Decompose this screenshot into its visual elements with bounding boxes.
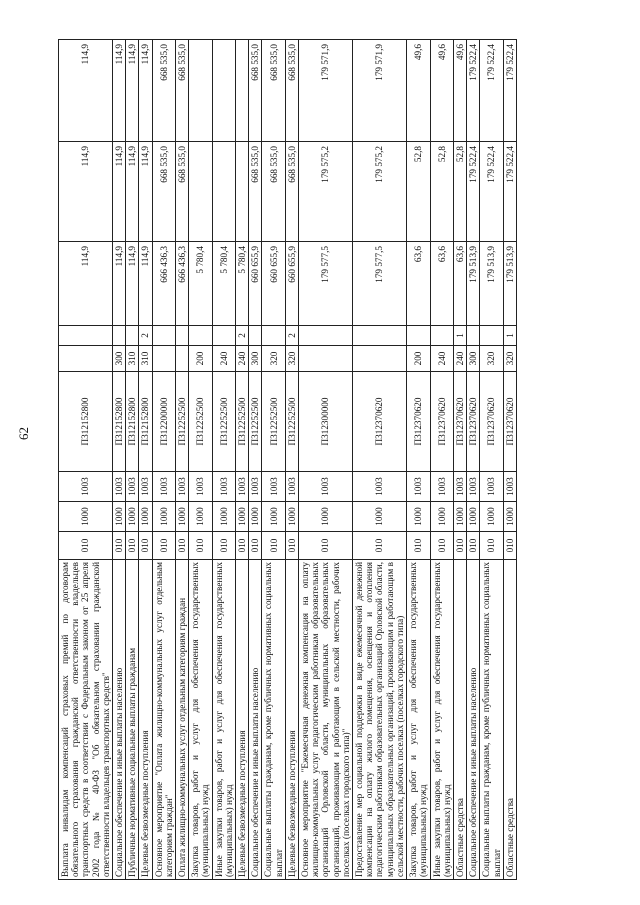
expense-type-code xyxy=(176,346,189,372)
target-article-code: П312152800 xyxy=(139,372,152,472)
target-article-code: П312152800 xyxy=(59,372,113,472)
subsection-code: 1003 xyxy=(467,472,480,502)
subsection-code: 1003 xyxy=(113,472,126,502)
amount-year-1: 5 780,4 xyxy=(212,242,235,326)
section-code: 1000 xyxy=(353,502,407,532)
funding-source-code xyxy=(152,326,175,346)
row-description: Социальное обеспечение и иные выплаты населению xyxy=(467,560,480,880)
budget-table-body xyxy=(59,40,517,880)
row-description: Закупка товаров, работ и услуг для обеспечения государственных (муниципальных) нужд xyxy=(189,560,212,880)
amount-year-3: 179 522,4 xyxy=(467,40,480,142)
target-article-code: П312252500 xyxy=(189,372,212,472)
funding-source-code: 2 xyxy=(139,326,152,346)
amount-year-2: 668 535,0 xyxy=(285,142,298,242)
section-code: 1000 xyxy=(189,502,212,532)
amount-year-3: 114,9 xyxy=(126,40,139,142)
funding-source-code xyxy=(262,326,285,346)
admin-code: 010 xyxy=(430,532,453,560)
amount-year-1: 179 577,5 xyxy=(299,242,353,326)
row-description: Социальное обеспечение и иные выплаты населению xyxy=(249,560,262,880)
funding-source-code xyxy=(353,326,407,346)
target-article-code: П312252500 xyxy=(262,372,285,472)
amount-year-1: 179 513,9 xyxy=(480,242,503,326)
amount-year-3: 49,6 xyxy=(407,40,430,142)
funding-source-code: 1 xyxy=(453,326,466,346)
amount-year-3: 179 522,4 xyxy=(503,40,516,142)
expense-type-code xyxy=(152,346,175,372)
section-code: 1000 xyxy=(299,502,353,532)
subsection-code: 1003 xyxy=(480,472,503,502)
table-row xyxy=(126,40,139,880)
section-code: 1000 xyxy=(453,502,466,532)
subsection-code: 1003 xyxy=(59,472,113,502)
row-description: Предоставление мер социальной поддержки в виде ежемесячной денежной компенсации на оплату жилого помещения, освещения и отопления педагогическим работникам образовательных организаций Орловской области, муниципальных образовательных организаций, проживающим и работающим в сельской местности, рабочих поселках (поселках городского типа) xyxy=(353,560,407,880)
expense-type-code: 320 xyxy=(285,346,298,372)
amount-year-1: 63,6 xyxy=(430,242,453,326)
funding-source-code xyxy=(480,326,503,346)
expense-type-code xyxy=(59,346,113,372)
expense-type-code: 320 xyxy=(262,346,285,372)
expense-type-code: 240 xyxy=(453,346,466,372)
target-article-code: П312370620 xyxy=(353,372,407,472)
target-article-code: П312300000 xyxy=(299,372,353,472)
amount-year-2: 114,9 xyxy=(113,142,126,242)
page-number: 62 xyxy=(16,427,31,440)
funding-source-code xyxy=(59,326,113,346)
target-article-code: П312152800 xyxy=(126,372,139,472)
table-row xyxy=(353,40,407,880)
section-code: 1000 xyxy=(467,502,480,532)
amount-year-2: 668 535,0 xyxy=(249,142,262,242)
table-row xyxy=(430,40,453,880)
amount-year-1: 63,6 xyxy=(453,242,466,326)
expense-type-code: 200 xyxy=(407,346,430,372)
target-article-code: П312200000 xyxy=(152,372,175,472)
row-description: Основное мероприятие "Оплата жилищно-коммунальных услуг отдельным категориям граждан" xyxy=(152,560,175,880)
admin-code: 010 xyxy=(176,532,189,560)
expense-type-code: 310 xyxy=(139,346,152,372)
section-code: 1000 xyxy=(139,502,152,532)
table-row xyxy=(299,40,353,880)
amount-year-3: 49,6 xyxy=(430,40,453,142)
subsection-code: 1003 xyxy=(430,472,453,502)
amount-year-3: 179 571,9 xyxy=(299,40,353,142)
admin-code: 010 xyxy=(353,532,407,560)
expense-type-code xyxy=(299,346,353,372)
amount-year-1: 660 655,9 xyxy=(249,242,262,326)
table-row xyxy=(467,40,480,880)
section-code: 1000 xyxy=(212,502,235,532)
table-row xyxy=(152,40,175,880)
amount-year-3: 668 535,0 xyxy=(152,40,175,142)
amount-year-2 xyxy=(189,142,212,242)
target-article-code: П312252500 xyxy=(285,372,298,472)
expense-type-code: 240 xyxy=(236,346,249,372)
amount-year-1: 5 780,4 xyxy=(189,242,212,326)
admin-code: 010 xyxy=(236,532,249,560)
amount-year-1: 666 436,3 xyxy=(176,242,189,326)
funding-source-code xyxy=(249,326,262,346)
amount-year-1: 114,9 xyxy=(139,242,152,326)
subsection-code: 1003 xyxy=(126,472,139,502)
amount-year-1: 660 655,9 xyxy=(285,242,298,326)
expense-type-code: 320 xyxy=(480,346,503,372)
subsection-code: 1003 xyxy=(299,472,353,502)
subsection-code: 1003 xyxy=(236,472,249,502)
amount-year-3: 668 535,0 xyxy=(285,40,298,142)
expense-type-code: 300 xyxy=(467,346,480,372)
funding-source-code xyxy=(113,326,126,346)
amount-year-1: 114,9 xyxy=(126,242,139,326)
row-description: Областные средства xyxy=(503,560,516,880)
row-description: Основное мероприятие "Ежемесячная денежная компенсация на оплату жилищно-коммунальных услуг педагогическим работникам образовательных организаций Орловской области, муниципальных образовательных организаций, проживающим и работающим в сельской местности, рабочих поселках (поселках городского типа)" xyxy=(299,560,353,880)
section-code: 1000 xyxy=(285,502,298,532)
admin-code: 010 xyxy=(299,532,353,560)
target-article-code: П312370620 xyxy=(467,372,480,472)
amount-year-2: 179 522,4 xyxy=(467,142,480,242)
subsection-code: 1003 xyxy=(503,472,516,502)
row-description: Выплата инвалидам компенсаций страховых премий по договорам обязательного страхования гражданской ответственности владельцев транспортных средств в соответствии с Федеральным законом от 25 апреля 2002 года № 40-ФЗ "Об обязательном страховании гражданской ответственности владельцев транспортных средств" xyxy=(59,560,113,880)
target-article-code: П312370620 xyxy=(503,372,516,472)
row-description: Иные закупки товаров, работ и услуг для обеспечения государственных (муниципальных) нужд xyxy=(212,560,235,880)
table-row xyxy=(285,40,298,880)
admin-code: 010 xyxy=(453,532,466,560)
amount-year-3: 668 535,0 xyxy=(176,40,189,142)
target-article-code: П312370620 xyxy=(407,372,430,472)
funding-source-code xyxy=(189,326,212,346)
section-code: 1000 xyxy=(480,502,503,532)
amount-year-3: 179 522,4 xyxy=(480,40,503,142)
admin-code: 010 xyxy=(113,532,126,560)
subsection-code: 1003 xyxy=(139,472,152,502)
subsection-code: 1003 xyxy=(249,472,262,502)
rotated-page-content xyxy=(58,40,598,880)
amount-year-2: 52,8 xyxy=(407,142,430,242)
expense-type-code: 300 xyxy=(113,346,126,372)
table-row xyxy=(262,40,285,880)
admin-code: 010 xyxy=(152,532,175,560)
funding-source-code xyxy=(407,326,430,346)
table-row xyxy=(189,40,212,880)
amount-year-2: 114,9 xyxy=(126,142,139,242)
admin-code: 010 xyxy=(480,532,503,560)
admin-code: 010 xyxy=(189,532,212,560)
funding-source-code: 2 xyxy=(285,326,298,346)
amount-year-3 xyxy=(236,40,249,142)
expense-type-code: 240 xyxy=(212,346,235,372)
expense-type-code: 310 xyxy=(126,346,139,372)
table-row xyxy=(113,40,126,880)
admin-code: 010 xyxy=(126,532,139,560)
section-code: 1000 xyxy=(407,502,430,532)
funding-source-code xyxy=(430,326,453,346)
row-description: Целевые безвозмездные поступления xyxy=(285,560,298,880)
amount-year-3 xyxy=(189,40,212,142)
subsection-code: 1003 xyxy=(407,472,430,502)
amount-year-2 xyxy=(236,142,249,242)
table-row xyxy=(236,40,249,880)
amount-year-2: 179 522,4 xyxy=(480,142,503,242)
section-code: 1000 xyxy=(126,502,139,532)
amount-year-1: 114,9 xyxy=(113,242,126,326)
admin-code: 010 xyxy=(212,532,235,560)
amount-year-1: 179 577,5 xyxy=(353,242,407,326)
subsection-code: 1003 xyxy=(262,472,285,502)
expense-type-code: 240 xyxy=(430,346,453,372)
funding-source-code xyxy=(299,326,353,346)
table-row xyxy=(249,40,262,880)
target-article-code: П312252500 xyxy=(249,372,262,472)
funding-source-code: 1 xyxy=(503,326,516,346)
target-article-code: П312152800 xyxy=(113,372,126,472)
amount-year-3: 49,6 xyxy=(453,40,466,142)
row-description: Социальные выплаты гражданам, кроме публичных нормативных социальных выплат xyxy=(480,560,503,880)
admin-code: 010 xyxy=(262,532,285,560)
amount-year-3: 668 535,0 xyxy=(249,40,262,142)
target-article-code: П312252500 xyxy=(176,372,189,472)
amount-year-2: 114,9 xyxy=(59,142,113,242)
subsection-code: 1003 xyxy=(453,472,466,502)
amount-year-2: 179 575,2 xyxy=(299,142,353,242)
table-row xyxy=(503,40,516,880)
expense-type-code: 200 xyxy=(189,346,212,372)
amount-year-3 xyxy=(212,40,235,142)
amount-year-2: 668 535,0 xyxy=(152,142,175,242)
amount-year-3: 114,9 xyxy=(139,40,152,142)
amount-year-2 xyxy=(212,142,235,242)
table-row xyxy=(407,40,430,880)
amount-year-2: 114,9 xyxy=(139,142,152,242)
funding-source-code xyxy=(176,326,189,346)
admin-code: 010 xyxy=(249,532,262,560)
amount-year-1: 179 513,9 xyxy=(467,242,480,326)
section-code: 1000 xyxy=(430,502,453,532)
section-code: 1000 xyxy=(176,502,189,532)
table-row xyxy=(176,40,189,880)
table-row xyxy=(212,40,235,880)
admin-code: 010 xyxy=(503,532,516,560)
amount-year-3: 114,9 xyxy=(59,40,113,142)
row-description: Публичные нормативные социальные выплаты гражданам xyxy=(126,560,139,880)
amount-year-1: 5 780,4 xyxy=(236,242,249,326)
row-description: Иные закупки товаров, работ и услуг для обеспечения государственных (муниципальных) нужд xyxy=(430,560,453,880)
section-code: 1000 xyxy=(503,502,516,532)
admin-code: 010 xyxy=(407,532,430,560)
section-code: 1000 xyxy=(152,502,175,532)
section-code: 1000 xyxy=(249,502,262,532)
amount-year-1: 660 655,9 xyxy=(262,242,285,326)
amount-year-3: 668 535,0 xyxy=(262,40,285,142)
expense-type-code: 300 xyxy=(249,346,262,372)
target-article-code: П312370620 xyxy=(453,372,466,472)
subsection-code: 1003 xyxy=(176,472,189,502)
section-code: 1000 xyxy=(59,502,113,532)
section-code: 1000 xyxy=(262,502,285,532)
amount-year-1: 666 436,3 xyxy=(152,242,175,326)
subsection-code: 1003 xyxy=(189,472,212,502)
admin-code: 010 xyxy=(139,532,152,560)
subsection-code: 1003 xyxy=(152,472,175,502)
target-article-code: П312370620 xyxy=(480,372,503,472)
row-description: Закупка товаров, работ и услуг для обеспечения государственных (муниципальных) нужд xyxy=(407,560,430,880)
amount-year-2: 668 535,0 xyxy=(262,142,285,242)
amount-year-1: 179 513,9 xyxy=(503,242,516,326)
row-description: Целевые безвозмездные поступления xyxy=(236,560,249,880)
amount-year-2: 52,8 xyxy=(430,142,453,242)
row-description: Областные средства xyxy=(453,560,466,880)
table-row xyxy=(59,40,113,880)
amount-year-2: 668 535,0 xyxy=(176,142,189,242)
subsection-code: 1003 xyxy=(353,472,407,502)
section-code: 1000 xyxy=(113,502,126,532)
section-code: 1000 xyxy=(236,502,249,532)
admin-code: 010 xyxy=(285,532,298,560)
subsection-code: 1003 xyxy=(285,472,298,502)
funding-source-code xyxy=(212,326,235,346)
target-article-code: П312370620 xyxy=(430,372,453,472)
table-row xyxy=(453,40,466,880)
amount-year-1: 63,6 xyxy=(407,242,430,326)
subsection-code: 1003 xyxy=(212,472,235,502)
table-row xyxy=(480,40,503,880)
target-article-code: П312252500 xyxy=(212,372,235,472)
target-article-code: П312252500 xyxy=(236,372,249,472)
budget-table xyxy=(58,39,517,880)
amount-year-1: 114,9 xyxy=(59,242,113,326)
row-description: Оплата жилищно-коммунальных услуг отдельным категориям граждан xyxy=(176,560,189,880)
funding-source-code xyxy=(467,326,480,346)
amount-year-2: 179 522,4 xyxy=(503,142,516,242)
admin-code: 010 xyxy=(467,532,480,560)
row-description: Социальное обеспечение и иные выплаты населению xyxy=(113,560,126,880)
expense-type-code xyxy=(353,346,407,372)
row-description: Социальные выплаты гражданам, кроме публичных нормативных социальных выплат xyxy=(262,560,285,880)
expense-type-code: 320 xyxy=(503,346,516,372)
row-description: Целевые безвозмездные поступления xyxy=(139,560,152,880)
amount-year-3: 114,9 xyxy=(113,40,126,142)
admin-code: 010 xyxy=(59,532,113,560)
amount-year-2: 179 575,2 xyxy=(353,142,407,242)
amount-year-2: 52,8 xyxy=(453,142,466,242)
table-row xyxy=(139,40,152,880)
funding-source-code xyxy=(126,326,139,346)
funding-source-code: 2 xyxy=(236,326,249,346)
amount-year-3: 179 571,9 xyxy=(353,40,407,142)
